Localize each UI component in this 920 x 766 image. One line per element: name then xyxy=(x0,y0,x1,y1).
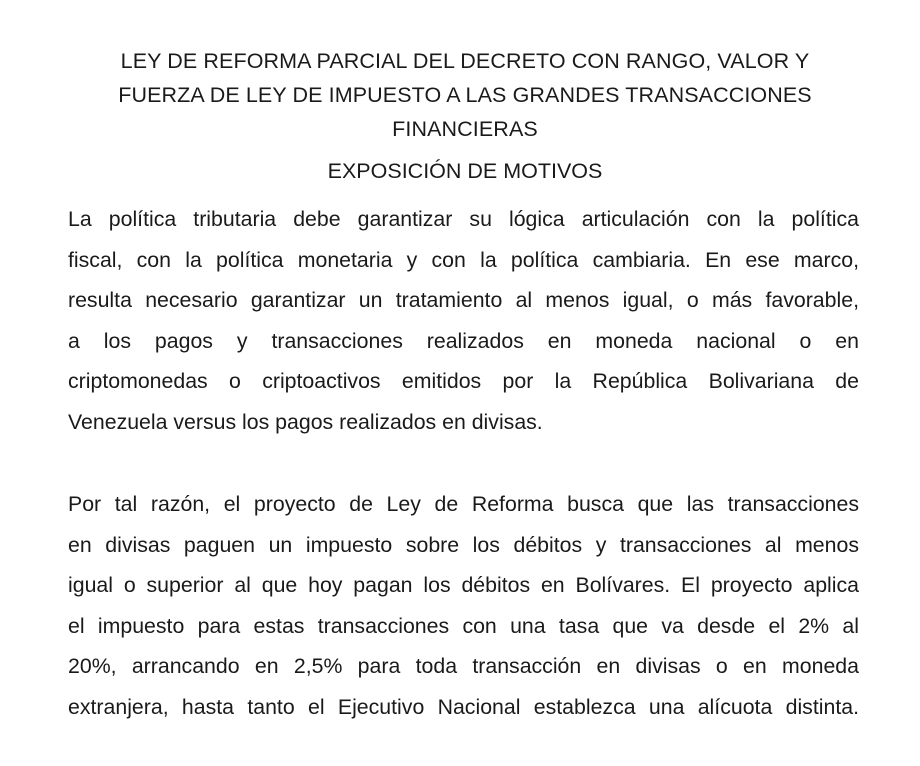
paragraph-2 xyxy=(68,484,859,728)
paragraph-line: a los pagos y transacciones realizados en moneda nacional o en xyxy=(68,328,859,353)
paragraph-line: Por tal razón, el proyecto de Ley de Reforma busca que las transacciones xyxy=(68,492,859,516)
paragraph-line: extranjera, hasta tanto el Ejecutivo Nacional establezca una alícuota distinta. xyxy=(68,694,859,719)
title-line: FINANCIERAS xyxy=(392,117,538,141)
paragraph-line: criptomonedas o criptoactivos emitidos por la República Bolivariana de xyxy=(68,369,859,394)
title-line: LEY DE REFORMA PARCIAL DEL DECRETO CON RANGO, VALOR Y xyxy=(120,49,810,73)
paragraph-1 xyxy=(68,199,859,443)
paragraph-line: fiscal, con la política monetaria y con la política cambiaria. En ese marco, xyxy=(68,247,859,272)
paragraph-line: La política tributaria debe garantizar su lógica articulación con la política xyxy=(68,207,859,231)
paragraph-line: resulta necesario garantizar un tratamiento al menos igual, o más favorable, xyxy=(68,288,859,313)
paragraph-line: en divisas paguen un impuesto sobre los débitos y transacciones al menos xyxy=(68,532,859,557)
paragraph-line: 20%, arrancando en 2,5% para toda transacción en divisas o en moneda xyxy=(68,654,859,679)
title-line: FUERZA DE LEY DE IMPUESTO A LAS GRANDES TRANSACCIONES xyxy=(118,83,812,107)
paragraph-line: igual o superior al que hoy pagan los débitos en Bolívares. El proyecto aplica xyxy=(68,573,859,598)
paragraph-line: Venezuela versus los pagos realizados en divisas. xyxy=(68,409,543,434)
section-heading: EXPOSICIÓN DE MOTIVOS xyxy=(327,159,603,183)
document-title xyxy=(60,44,870,146)
paragraph-line: el impuesto para estas transacciones con una tasa que va desde el 2% al xyxy=(68,613,859,638)
